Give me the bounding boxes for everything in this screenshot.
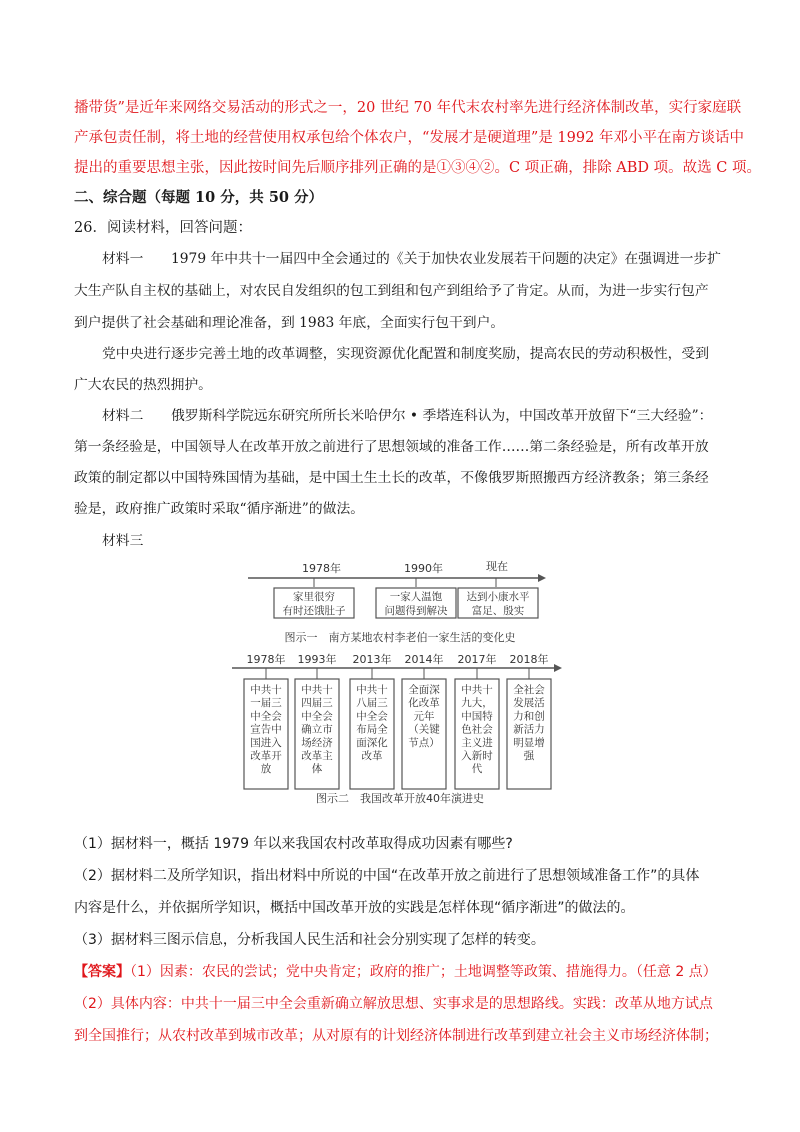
material2-line-3: 政策的制定都以中国特殊国情为基础，是中国土生土长的改革，不像俄罗斯照搬西方经济教条；第三条经 [74,470,709,486]
figure1-box-2-line-2: 问题得到解决 [384,605,448,617]
figure1-timeline [248,559,546,644]
figure2-box-5-line-6: 入新时 [461,750,493,762]
material2-line-4: 验是，政府推广政策时采取“循序渐进”的做法。 [74,501,365,517]
figure1-box-1-line-1: 家里很穷 [293,591,335,603]
figure2-box-4-line-4: （关键 [408,723,440,736]
figure2-year-5: 2017年 [457,653,497,666]
figure2-year-3: 2013年 [352,653,392,666]
sub-question-2-line-2: 内容是什么，并依据所学知识，概括中国改革开放的实践是怎样体现“循序渐进”的做法的。 [74,900,635,916]
figure2-box-1-line-5: 国进入 [250,736,282,749]
figure2-box-2-line-2: 四届三 [301,697,333,710]
figure2-caption: 图示二 我国改革开放40年演进史 [316,792,484,805]
answer-label: 【答案】 [74,964,130,980]
material1-line-3: 到户提供了社会基础和理论准备，到 1983 年底，全面实行包干到户。 [74,315,505,331]
figure2-box-2-line-5: 场经济 [301,736,333,749]
material1-line-2: 大生产队自主权的基础上，对农民自发组织的包工到组和包产到组给予了肯定。从而，为进一步实行包产 [74,283,709,299]
figure2-box-6-line-4: 新活力 [513,723,545,736]
figure2-box-1-line-7: 放 [260,763,272,776]
figure2-box-2-line-1: 中共十 [301,684,333,696]
figure1-box-1-line-2: 有时还饿肚子 [282,605,346,617]
figure2-box-4-line-3: 元年 [413,710,435,723]
figure2-box-1-line-2: 一届三 [250,697,282,710]
sub-question-2-line-1: （2）据材料二及所学知识，指出材料中所说的中国“在改革开放之前进行了思想领域准备工作”的具体 [74,868,700,884]
figure1-year-2: 1990年 [404,562,443,575]
section-heading: 二、综合题（每题 10 分，共 50 分） [74,189,324,206]
figure1-year-1: 1978年 [302,562,341,575]
figure2-box-3-line-3: 中全会 [356,710,388,723]
material1-line-1: 材料一 1979 年中共十一届四中全会通过的《关于加快农业发展若干问题的决定》在强调进一步扩 [102,251,721,267]
figure2-box-4-line-2: 化改革 [408,697,440,710]
figure2-box-4-line-1: 全面深 [408,684,440,696]
figure2-box-3-line-4: 布局全 [356,723,388,736]
question-stem: 26．阅读材料，回答问题： [74,220,252,236]
figure1-year-3: 现在 [486,560,508,573]
prev-answer-line-1: 播带货”是近年来网络交易活动的形式之一，20 世纪 70 年代末农村率先进行经济体制改革，实行家庭联 [74,100,742,116]
figure2-box-2-line-4: 确立市 [301,723,333,736]
sub-question-1: （1）据材料一，概括 1979 年以来我国农村改革取得成功因素有哪些? [74,836,513,852]
figure2-box-6-line-5: 明显增 [513,736,545,749]
figure1-box-3-line-2: 富足、殷实 [471,605,525,617]
figure2-box-6-line-3: 力和创 [513,710,545,723]
figure2-year-4: 2014年 [404,653,444,666]
figure1-box-3-line-1: 达到小康水平 [466,591,530,603]
figure2-box-1-line-4: 宣告中 [250,723,282,736]
figure2-box-5-line-1: 中共十 [461,684,493,696]
answer-line-2: （2）具体内容：中共十一届三中全会重新确立解放思想、实事求是的思想路线。实践：改革从地方试点 [74,996,713,1012]
figure2-box-3-line-5: 面深化 [356,736,388,749]
figure2-box-2-line-7: 体 [311,763,323,776]
figure2-box-1-line-6: 改革开 [250,750,282,762]
sub-question-3: （3）据材料三图示信息，分析我国人民生活和社会分别实现了怎样的转变。 [74,932,545,948]
figure1-caption: 图示一 南方某地农村李老伯一家生活的变化史 [284,631,516,644]
figure2-box-1-line-1: 中共十 [250,684,282,696]
figure2-box-6-line-2: 发展活 [513,697,545,710]
figure2-year-1: 1978年 [246,653,286,666]
figure2-box-5-line-3: 中国特 [461,710,493,723]
material1-line-5: 广大农民的热烈拥护。 [74,377,212,393]
figure2-year-6: 2018年 [509,653,549,666]
figure2-box-4-line-5: 节点） [408,736,440,749]
figure2-arrow-icon [554,664,562,672]
figure2-year-2: 1993年 [297,653,337,666]
figure2-box-3-line-2: 八届三 [356,697,388,710]
answer-line-1 [74,962,717,982]
figure2-box-1-line-3: 中全会 [250,710,282,723]
figure1-box-2-line-1: 一家人温饱 [389,591,443,603]
figure2-box-3-line-6: 改革 [361,750,383,762]
figure2-box-5-line-5: 主义进 [461,736,493,749]
figure2-box-5-line-7: 代 [471,763,483,776]
figure2-box-5-line-4: 色社会 [461,723,493,736]
answer-line-1-text: （1）因素：农民的尝试；党中央肯定；政府的推广；土地调整等政策、措施得力。（任意 2 点） [130,964,717,980]
figure2-box-3-line-1: 中共十 [356,684,388,696]
answer-line-3: 到全国推行；从农村改革到城市改革；从对原有的计划经济体制进行改革到建立社会主义市场经济体制； [74,1028,718,1044]
material2-line-1: 材料二 俄罗斯科学院远东研究所所长米哈伊尔 • 季塔连科认为，中国改革开放留下“三大经验”： [102,408,713,424]
material2-line-2: 第一条经验是，中国领导人在改革开放之前进行了思想领域的准备工作……第二条经验是，所有改革开放 [74,439,709,455]
prev-answer-line-3: 提出的重要思想主张，因此按时间先后顺序排列正确的是①③④②。C 项正确，排除 ABD 项。故选 C 项。 [74,160,761,176]
figure1-arrow-icon [538,574,546,582]
figure2-box-2-line-6: 改革主 [301,750,333,762]
figure2-box-2-line-3: 中全会 [301,710,333,723]
material1-line-4: 党中央进行逐步完善土地的改革调整，实现资源优化配置和制度奖励，提高农民的劳动积极性，受到 [102,346,710,362]
figure2-timeline [232,652,562,805]
material3-label: 材料三 [102,533,144,549]
figure2-box-5-line-2: 九大， [461,697,493,710]
figure2-box-6-line-6: 强 [523,750,535,762]
prev-answer-line-2: 产承包责任制，将土地的经营使用权承包给个体农户，“发展才是硬道理”是 1992 年邓小平在南方谈话中 [74,130,744,146]
figure2-box-6-line-1: 全社会 [513,684,545,696]
